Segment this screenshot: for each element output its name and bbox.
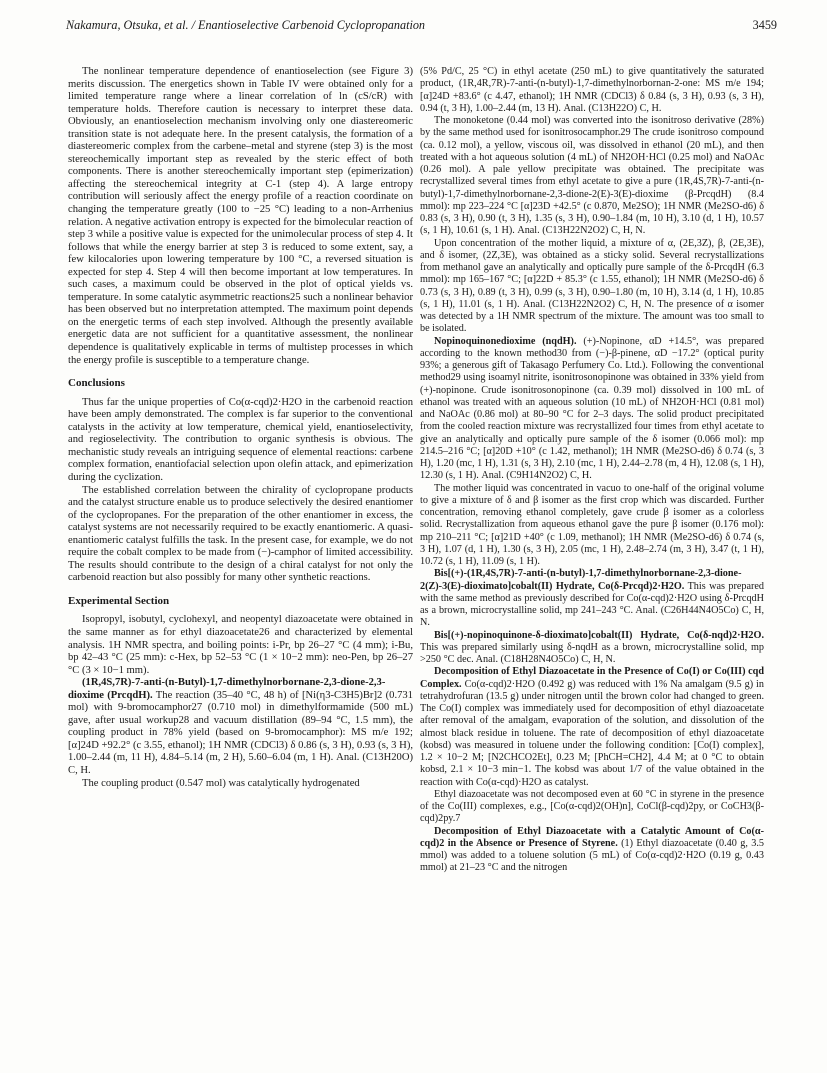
- decomposition-coi-body: Co(α-cqd)2·H2O (0.492 g) was reduced with 1% Na amalgam (9.5 g) in tetrahydrofuran (13.5 g) under nitrogen until the brown color had changed to green. The Co(I) complex was immediately used for decomposition of ethyl diazoacetate after removal of the amalgam, evaporation of the solution, and dissolution of the almost black residue in toluene. The rate of decomposition of ethyl diazoacetate (kobsd) was measured in toluene under the following condition: [Co(I) complex], 1.2 × 10−2 M; [N2CHCO2Et], 0.23 M; [PhCH=CH2], 4.4 M; at 0 °C to obtain kobsd, 2.1 × 10−3 min−1. The kobsd was about 1/7 of the value obtained in the reaction with Co(α-cqd)·H2O as catalyst.: [420, 678, 764, 788]
- paragraph-catalytic-decomposition: [420, 826, 764, 875]
- paragraph-nqdh: [420, 336, 764, 483]
- paragraph-monoketone: The monoketone (0.44 mol) was converted into the isonitroso derivative (28%) by the same method used for isonitrosocamphor.29 The crude isonitroso compound (ca. 0.12 mol), a yellow, viscous oil, was dissolved in ethanol (20 mL), and then treated with a hot aqueous solution (4 mL) of NH2OH·HCl (0.25 mol) and NaOAc (0.26 mol). A pale yellow precipitate was obtained. The precipitate was recrystallized several times from ethyl acetate to give a pure (1R,4S,7R)-7-anti-(n-butyl)-1,7-dimethylnorbornane-2,3-dione-2(E)-3(E)-dioxime (β-PrcqdH) (8.4 mmol): mp 223–224 °C [α]23D +42.5° (c 0.870, Me2SO); 1H NMR (Me2SO-d6) δ 0.83 (s, 3 H), 0.90 (t, 3 H), 1.35 (s, 3 H), 0.90–1.84 (m, 10 H), 3.10 (d, 1 H), 10.57 (s, 1 H), 10.61 (s, 1 H). Anal. (C13H22N2O2) C, H, N.: [420, 115, 764, 237]
- paragraph-saturated-product: (5% Pd/C, 25 °C) in ethyl acetate (250 mL) to give quantitatively the saturated product, (1R,4R,7R)-7-anti-(n-butyl)-1,7-dimethylnorbornan-2-one: MS m/e 194; [α]24D +83.6° (c 4.47, ethanol); 1H NMR (CDCl3) δ 0.84 (s, 3 H), 0.93 (s, 3 H), 0.94 (t, 3 H), 1.00–2.44 (m, 13 H). Anal. (C13H22O) C, H.: [420, 66, 764, 114]
- running-title: Nakamura, Otsuka, et al. / Enantioselective Carbenoid Cyclopropanation: [66, 18, 426, 32]
- paragraph-conclusions-1: Thus far the unique properties of Co(α-cqd)2·H2O in the carbenoid reaction have been amply demonstrated. The complex is far superior to the conventional catalysts in the activity at low temperature, chemical yield, enantioselectivity, and regioselectivity. The contribution to organic synthesis is obvious. The mechanistic study reveals an intriguing sequence of elemental reactions: carbene complex formation, enantiofacial selection upon olefin attack, and epimerization during the cyclization.: [68, 396, 413, 483]
- prcqdh-body: The reaction (35–40 °C, 48 h) of [Ni(η3-C3H5)Br]2 (0.731 mol) with 9-bromocamphor27 (0.710 mol) in dimethylformamide (500 mL) gave, after usual workup28 and vacuum distillation (89–94 °C, 1.5 mm), the coupling product in 78% yield (based on 9-bromocamphor): MS m/e 192; [α]24D +92.2° (c 3.55, ethanol); 1H NMR (CDCl3) δ 0.86 (s, 3 H), 0.93 (s, 3 H), 1.00–2.44 (m, 11 H), 4.84–5.14 (m, 2 H), 5.60–6.04 (m, 1 H). Anal. (C13H20O) C, H.: [68, 689, 413, 776]
- co-nqd-title: Bis[(+)-nopinoquinone-δ-dioximato]cobalt(II) Hydrate, Co(δ-nqd)2·H2O.: [434, 629, 764, 641]
- running-header: [66, 14, 777, 36]
- paragraph-coiii: Ethyl diazoacetate was not decomposed even at 60 °C in styrene in the presence of the Co(III) complexes, e.g., [Co(α-cqd)2(OH)n], CoCl(β-cqd)2py, or CoCH3(β-cqd)2py.7: [420, 788, 764, 825]
- paragraph-hydrogenation: The coupling product (0.547 mol) was catalytically hydrogenated: [82, 777, 360, 789]
- paragraph-conclusions-2: The established correlation between the chirality of cyclopropane products and the catalyst structure enable us to produce selectively the desired enantiomer of the cyclopropanes. For the preparation of the other enantiomer in excess, the catalyst systems are not necessarily required to be exactly enantiomeric. A quasi-enantiomeric catalyst fulfills the task. In the present case, for example, we do not require the cobalt complex to be made from (−)-camphor of limited accessibility. The results should contribute to the design of a chiral catalyst for not only the carbenoid reaction but also possibly for many other synthetic reactions.: [68, 484, 413, 584]
- paragraph-decomposition-coi: [420, 666, 764, 789]
- conclusions-heading: Conclusions: [68, 377, 125, 390]
- decomposition-coi-title: Decomposition of Ethyl Diazoacetate in the Presence of Co(I) or Co(III) cqd Complex.: [420, 666, 764, 690]
- co-prcqd-body: This was prepared with the same method as previously described for Co(α-cqd)2·H2O using δ-PrcqdH as a brown, microcrystalline solid, mp 241–243 °C. Anal. (C26H44N4O5Co) C, H, N.: [420, 580, 764, 629]
- co-nqd-body: This was prepared similarly using δ-nqdH as a brown, microcrystalline solid, mp >250 °C dec. Anal. (C18H28N4O5Co) C, H, N.: [420, 641, 764, 665]
- catalytic-decomposition-body: (1) Ethyl diazoacetate (0.40 g, 3.5 mmol) was added to a toluene solution (5 mL) of Co(α-cqd)2·H2O (0.19 g, 0.43 mmol) at 21–23 °C and the nitrogen: [420, 837, 764, 874]
- co-prcqd-title: Bis[(+)-(1R,4S,7R)-7-anti-(n-butyl)-1,7-dimethylnorbornane-2,3-dione-2(Z)-3(E)-dioximato]cobalt(II) Hydrate, Co(δ-Prcqd)2·H2O.: [420, 568, 742, 592]
- prcqdh-title: (1R,4S,7R)-7-anti-(n-Butyl)-1,7-dimethylnorbornane-2,3-dione-2,3-dioxime (PrcqdH).: [68, 677, 386, 701]
- nqdh-title: Nopinoquinonedioxime (nqdH).: [434, 335, 577, 347]
- left-column: [68, 66, 413, 790]
- paragraph-co-nqd: [420, 630, 764, 667]
- catalytic-decomposition-title: Decomposition of Ethyl Diazoacetate with a Catalytic Amount of Co(α-cqd)2 in the Absence or Presence of Styrene.: [420, 825, 764, 849]
- experimental-heading: Experimental Section: [68, 594, 170, 607]
- paragraph-mother-liquid: Upon concentration of the mother liquid, a mixture of α, (2E,3Z), β, (2E,3E), and δ isomer, (2Z,3E), was obtained as a sticky solid. Several recrystallizations from methanol gave an analytically and optically pure sample of the δ-PrcqdH (6.3 mmol): mp 165–167 °C; [α]22D + 85.3° (c 1.55, ethanol); 1H NMR (Me2SO-d6) δ 0.73 (s, 3 H), 0.89 (t, 3 H), 0.99 (s, 3 H), 0.90–1.80 (m, 10 H), 3.14 (d, 1 H), 10.85 (s, 1 H), 11.01 (s, 1 H). Anal. (C13H22N2O2) C, H, N. The presence of α isomer was detected by a 1H NMR spectrum of the mixture. The amount was too small to be isolated.: [420, 237, 764, 335]
- page-number: 3459: [752, 18, 777, 32]
- nqdh-body: (+)-Nopinone, αD +14.5°, was prepared according to the known method30 from (−)-β-pinene, αD −17.2° (optical purity 93%; a generous gift of Takasago Perfumery Co. Ltd.). Following the conventional method29 using isoamyl nitrite, isonitrosonopinone was obtained in 33% yield from (+)-nopinone. Crude isonitrosonopinone (ca. 0.39 mol) dissolved in 100 mL of ethanol was treated with an aqueous solution (10 mL) of NH2OH·HCl (0.81 mol) and NaOAc (0.86 mol) at 80–90 °C for 2–3 days. The solid product precipitated from the cooled reaction mixture was recrystallized four times from ethyl acetate to give an analytically and optically pure sample of the δ isomer (0.066 mol): mp 214.5–216 °C; [α]20D +10° (c 1.42, methanol); 1H NMR (Me2SO-d6) δ 0.74 (s, 3 H), 1.20 (mc, 1 H), 1.31 (s, 3 H), 2.10 (mc, 1 H), 2.44–2.78 (m, 4 H), 12.08 (s, 1 H), 12.30 (s, 1 H). Anal. (C9H14N2O2) C, H.: [420, 335, 765, 482]
- paragraph-beta-isomer: The mother liquid was concentrated in vacuo to one-half of the original volume to give a mixture of δ and β isomer as the first crop which was discarded. Further concentration, removing ethanol completely, gave crude β isomer as a colorless solid. Recrystallization from aqueous ethanol gave the pure β isomer (0.176 mol): mp 210–211 °C; [α]21D +40° (c 1.09, methanol); 1H NMR (Me2SO-d6) δ 0.74 (s, 3 H), 1.07 (d, 1 H), 1.30 (s, 3 H), 2.05 (mc, 1 H), 2.48–2.74 (m, 3 H), 3.47 (t, 1 H), 10.72 (s, 1 H), 11.09 (s, 1 H).: [420, 482, 764, 567]
- paragraph-co-prcqd: [420, 568, 764, 629]
- right-column: [420, 66, 764, 875]
- paragraph-prcqdh: [68, 677, 413, 777]
- paragraph-temperature-dependence: The nonlinear temperature dependence of enantioselection (see Figure 3) merits discussion. The energetics shown in Table IV were obtained only for a limited temperature range where a linear correlation of ln (cS/cR) with temperature holds. Therefore caution is necessary to interpret these data. Obviously, an enantioselection mechanism involving only one diastereomeric transition state is not adequate here. In the present catalysis, the formation of a diastereomeric complex from the carbene–metal and styrene (step 3) is the most stereochemically important step as revealed by the steric effect of both components. There is another stereochemically important step (epimerization) affecting the stereochemical integrity at C-1 (step 4). A large entropy contribution will seriously affect the energy profile of a reaction coordinate on changing the temperature greatly (100 to −25 °C) leading to a non-Arrhenius relation. A negative activation entropy is expected for the bimolecular reaction of step 3 while a positive value is expected for the unimolecular process of step 4. It follows that while the energy barrier at step 3 is reduced to some extent, say, a few kilocalories upon lowering temperature by 100 °C, a reversed situation is expected for step 4. Step 4 will then become important at low temperatures. In such cases, a maximum could be observed in the plot of optical yields vs. temperature. In some catalytic asymmetric reactions25 such a nonlinear behavior has been observed but no interpretation attempted. The maximum point depends on the energetic terms of each step involved. Although the presently available energetic data are not sufficient for a quantitative assessment, the nonlinear dependence is qualitatively explicable in terms of multistep processes in which the energy profile is susceptible to a temperature change.: [68, 66, 413, 366]
- paragraph-diazoacetates: Isopropyl, isobutyl, cyclohexyl, and neopentyl diazoacetate were obtained in the same manner as for ethyl diazoacetate26 and characterized by elemental analysis. 1H NMR spectra, and boiling points: i-Pr, bp 26–27 °C (4 mm); i-Bu, bp 42–43 °C (25 mm): c-Hex, bp 52–53 °C (1 × 10−2 mm): neo-Pen, bp 26–27 °C (3 × 10−1 mm).: [68, 614, 413, 676]
